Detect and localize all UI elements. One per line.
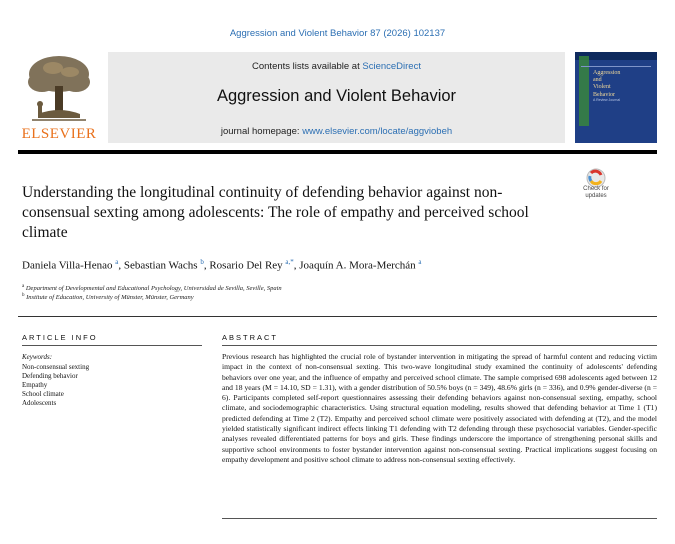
author-name[interactable]: Rosario Del Rey [209,259,283,272]
affiliation-text: Institute of Education, University of Münster, Münster, Germany [26,294,194,302]
article-info-rule [22,345,202,346]
homepage-prefix: journal homepage: [220,126,303,137]
cover-title-line: Behavior [593,91,615,98]
contents-line [108,61,565,72]
homepage-line [108,126,565,137]
affiliation-a [22,284,282,292]
article-title: Understanding the longitudinal continuity of defending behavior against non-consensual sexting among adolescents: The role of empathy and perceived school climate [22,184,529,241]
cover-rule [581,66,651,67]
check-updates-line: Check for [583,186,609,192]
elsevier-wordmark[interactable]: ELSEVIER [21,126,97,142]
sciencedirect-link[interactable]: ScienceDirect [362,61,421,72]
cover-subtitle: A Review Journal [593,98,621,102]
author-list: Daniela Villa-Henao $^a$, Sebastian Wachs $^b$, Rosario Del Rey $^{a,*}$, Joaquín A. Mora-Merchán $^a$ [22,258,422,272]
cover-title-line: and [593,77,602,84]
keyword-item: Defending behavior [22,372,78,380]
keyword-item: Adolescents [22,399,57,407]
abstract-text: Previous research has highlighted the crucial role of bystander intervention in mitigating the spread of harmful content and reducing victim impact in the context of non-consensual sexting. This two-wave longitudinal study examined the continuity of adolescents' defending behaviors over one year, and the influence of empathy and perceived school climate. The sample comprised 698 adolescents aged between 12 and 18 years (M = 14.10, SD = 1.31), with a gender distribution of 50.5% boys (n = 349), 48.6% girls (n = 336), and 0.9% gender-diverse (n = 6). Participants completed self-report questionnaires assessing their defending behaviors against non-consensual sexting, empathy, school climate, and sociodemographic characteristics. Using structural equation modeling, results showed that defending behavior at Time 1 (T1) predicted defending at Time 2 (T2). Empathy and perceived school climate were positively associated with defending at (T2), and the model yielded statistically significant indirect effects linking T1 defending with T2 defending through these psychosocial variables. Gender-specific analyses revealed differentiated patterns for boys and girls. These findings underscore the importance of strengthening personal skills and supportive school environments to foster bystander intervention against non-consensual sexting. Practical implications suggest focusing on empathy development and positive school climate to address non-consensual sexting effectively. [222,352,657,464]
abstract-heading: ABSTRACT [222,333,279,342]
author-name[interactable]: Joaquín A. Mora-Merchán [299,259,416,272]
header-divider [18,150,657,154]
keyword-item: Non-consensual sexting [22,363,90,371]
cover-title-line: Aggression [593,70,621,76]
abstract-bottom-rule [222,518,657,519]
contents-prefix: Contents lists available at [252,61,363,72]
check-updates-line: updates [585,193,607,199]
abstract-rule [222,345,657,346]
author-affil-mark[interactable]: b [200,258,204,266]
author-affil-mark[interactable]: a [418,258,422,266]
author-name[interactable]: Daniela Villa-Henao [22,259,113,272]
affiliation-mark: b [22,293,25,298]
affiliation-b [22,293,194,301]
section-divider [18,316,657,317]
journal-citation: Aggression and Violent Behavior 87 (2026) 102137 [229,28,446,39]
keyword-item: Empathy [22,381,48,389]
article-info-heading: ARTICLE INFO [22,333,98,342]
cover-title [593,70,653,99]
check-for-updates-label[interactable] [576,186,616,200]
homepage-link[interactable]: www.elsevier.com/locate/aggviobeh [302,126,453,137]
journal-cover-thumbnail[interactable] [575,52,657,143]
affiliation-text: Department of Developmental and Educational Psychology, Universidad de Sevilla, Seville, Spain [25,285,282,293]
journal-title[interactable]: Aggression and Violent Behavior [216,87,457,105]
author-name[interactable]: Sebastian Wachs [123,259,198,272]
author-affil-mark[interactable]: a [115,258,119,266]
cover-title-line: Violent [593,84,611,91]
author-affil-mark[interactable]: a,* [285,258,294,266]
affiliation-mark: a [22,284,25,289]
keywords-heading: Keywords: [22,353,53,361]
keyword-item: School climate [22,390,64,398]
